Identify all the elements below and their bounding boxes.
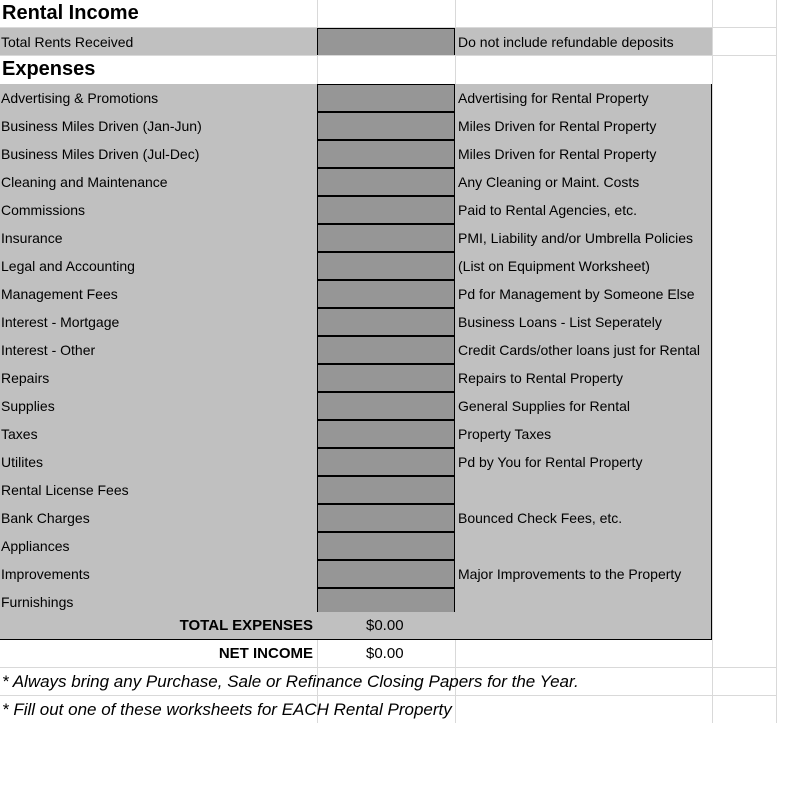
expense-label-cell[interactable] bbox=[0, 280, 317, 308]
row-label: Total Rents Received bbox=[1, 34, 134, 50]
total-expenses-note-cell[interactable] bbox=[455, 612, 712, 640]
note-cell[interactable] bbox=[455, 308, 712, 336]
row-note: Repairs to Rental Property bbox=[458, 370, 623, 386]
row-note: Major Improvements to the Property bbox=[458, 566, 682, 582]
expenses-heading-cell[interactable] bbox=[0, 56, 317, 84]
row-note: General Supplies for Rental bbox=[458, 398, 630, 414]
expense-row bbox=[0, 392, 777, 420]
note-cell[interactable] bbox=[455, 28, 712, 56]
note-cell[interactable] bbox=[455, 504, 712, 532]
note-cell[interactable] bbox=[455, 168, 712, 196]
income-heading-row bbox=[0, 0, 777, 28]
expense-label-cell[interactable] bbox=[0, 308, 317, 336]
expense-row bbox=[0, 224, 777, 252]
net-income-label: NET INCOME bbox=[218, 645, 313, 662]
total-expenses-label-cell[interactable] bbox=[0, 612, 317, 640]
expense-row bbox=[0, 84, 777, 112]
amount-input[interactable] bbox=[317, 224, 455, 252]
expense-label-cell[interactable] bbox=[0, 448, 317, 476]
row-note: Bounced Check Fees, etc. bbox=[458, 510, 623, 526]
income-row bbox=[0, 28, 777, 56]
total-expenses-value-cell[interactable] bbox=[317, 612, 455, 640]
row-note: Pd for Management by Someone Else bbox=[458, 286, 695, 302]
footnote-closing-papers: * Always bring any Purchase, Sale or Refinance Closing Papers for the Year. bbox=[2, 672, 579, 691]
expense-row bbox=[0, 364, 777, 392]
amount-input[interactable] bbox=[317, 84, 455, 112]
expense-label-cell[interactable] bbox=[0, 504, 317, 532]
amount-input[interactable] bbox=[317, 168, 455, 196]
amount-input[interactable] bbox=[317, 504, 455, 532]
total-expenses-value: $0.00 bbox=[366, 617, 404, 634]
amount-input[interactable] bbox=[317, 28, 455, 56]
row-note: Any Cleaning or Maint. Costs bbox=[458, 174, 640, 190]
row-label: Commissions bbox=[1, 202, 86, 218]
expense-label-cell[interactable] bbox=[0, 196, 317, 224]
expense-label-cell[interactable] bbox=[0, 560, 317, 588]
expense-row bbox=[0, 532, 777, 560]
row-note: Paid to Rental Agencies, etc. bbox=[458, 202, 637, 218]
expense-row bbox=[0, 420, 777, 448]
amount-input[interactable] bbox=[317, 252, 455, 280]
note-cell[interactable] bbox=[455, 476, 712, 504]
amount-input[interactable] bbox=[317, 532, 455, 560]
row-label: Business Miles Driven (Jan-Jun) bbox=[1, 118, 202, 134]
note-cell[interactable] bbox=[455, 84, 712, 112]
row-label: Improvements bbox=[1, 566, 90, 582]
expense-label-cell[interactable] bbox=[0, 112, 317, 140]
expense-row bbox=[0, 140, 777, 168]
expense-row bbox=[0, 252, 777, 280]
expense-row bbox=[0, 504, 777, 532]
row-note: Credit Cards/other loans just for Rental bbox=[458, 342, 700, 358]
note-cell[interactable] bbox=[455, 560, 712, 588]
expense-label-cell[interactable] bbox=[0, 252, 317, 280]
row-label: Utilites bbox=[1, 454, 44, 470]
expense-row bbox=[0, 308, 777, 336]
note-cell[interactable] bbox=[455, 280, 712, 308]
expense-label-cell[interactable] bbox=[0, 224, 317, 252]
expense-label-cell[interactable] bbox=[0, 392, 317, 420]
row-label: Legal and Accounting bbox=[1, 258, 135, 274]
net-income-value-cell[interactable] bbox=[317, 640, 455, 668]
expense-row bbox=[0, 336, 777, 364]
row-label: Management Fees bbox=[1, 286, 118, 302]
note-cell[interactable] bbox=[455, 392, 712, 420]
total-expenses-label: TOTAL EXPENSES bbox=[179, 617, 313, 634]
expense-row bbox=[0, 112, 777, 140]
note-cell[interactable] bbox=[455, 140, 712, 168]
row-label: Taxes bbox=[1, 426, 38, 442]
expense-row bbox=[0, 280, 777, 308]
amount-input[interactable] bbox=[317, 560, 455, 588]
row-label: Advertising & Promotions bbox=[1, 90, 159, 106]
footnote-each-property: * Fill out one of these worksheets for EACH Rental Property bbox=[2, 700, 452, 719]
expense-label-cell[interactable] bbox=[0, 364, 317, 392]
row-note: (List on Equipment Worksheet) bbox=[458, 258, 650, 274]
amount-input[interactable] bbox=[317, 364, 455, 392]
amount-input[interactable] bbox=[317, 392, 455, 420]
row-label: Bank Charges bbox=[1, 510, 90, 526]
amount-input[interactable] bbox=[317, 140, 455, 168]
row-label: Business Miles Driven (Jul-Dec) bbox=[1, 146, 200, 162]
note-cell[interactable] bbox=[455, 420, 712, 448]
note-cell[interactable] bbox=[455, 112, 712, 140]
row-label: Supplies bbox=[1, 398, 55, 414]
note-cell[interactable] bbox=[455, 224, 712, 252]
expense-label-cell[interactable] bbox=[0, 140, 317, 168]
amount-input[interactable] bbox=[317, 420, 455, 448]
expense-label-cell[interactable] bbox=[0, 168, 317, 196]
note-cell[interactable] bbox=[455, 336, 712, 364]
note-cell[interactable] bbox=[455, 448, 712, 476]
expense-label-cell[interactable] bbox=[0, 532, 317, 560]
expense-row bbox=[0, 196, 777, 224]
amount-input[interactable] bbox=[317, 308, 455, 336]
amount-input[interactable] bbox=[317, 476, 455, 504]
footnote-row bbox=[0, 668, 777, 696]
net-income-value: $0.00 bbox=[366, 645, 404, 662]
expense-label-cell[interactable] bbox=[0, 476, 317, 504]
row-note: PMI, Liability and/or Umbrella Policies bbox=[458, 230, 693, 246]
note-cell[interactable] bbox=[455, 532, 712, 560]
income-heading-cell[interactable] bbox=[0, 0, 317, 28]
row-note: Miles Driven for Rental Property bbox=[458, 146, 657, 162]
row-note: Do not include refundable deposits bbox=[458, 34, 674, 50]
expenses-heading: Expenses bbox=[2, 58, 96, 80]
row-note: Business Loans - List Seperately bbox=[458, 314, 662, 330]
amount-input[interactable] bbox=[317, 280, 455, 308]
row-note: Advertising for Rental Property bbox=[458, 90, 649, 106]
expenses-heading-row bbox=[0, 56, 777, 84]
expense-row bbox=[0, 168, 777, 196]
row-label: Interest - Mortgage bbox=[1, 314, 120, 330]
footnote-row bbox=[0, 696, 777, 724]
expense-label-cell[interactable] bbox=[0, 336, 317, 364]
expense-row bbox=[0, 448, 777, 476]
row-label: Rental License Fees bbox=[1, 482, 129, 498]
income-heading: Rental Income bbox=[2, 2, 139, 24]
row-label: Furnishings bbox=[1, 594, 74, 610]
amount-input[interactable] bbox=[317, 196, 455, 224]
amount-input[interactable] bbox=[317, 448, 455, 476]
total-expenses-row bbox=[0, 612, 777, 640]
row-note: Pd by You for Rental Property bbox=[458, 454, 643, 470]
row-label: Interest - Other bbox=[1, 342, 96, 358]
row-label: Appliances bbox=[1, 538, 70, 554]
amount-input[interactable] bbox=[317, 112, 455, 140]
note-cell[interactable] bbox=[455, 364, 712, 392]
note-cell[interactable] bbox=[455, 252, 712, 280]
income-label-cell[interactable] bbox=[0, 28, 317, 56]
expense-row bbox=[0, 476, 777, 504]
row-label: Insurance bbox=[1, 230, 63, 246]
row-note: Miles Driven for Rental Property bbox=[458, 118, 657, 134]
note-cell[interactable] bbox=[455, 196, 712, 224]
table-right-border bbox=[711, 84, 712, 640]
row-label: Cleaning and Maintenance bbox=[1, 174, 168, 190]
expense-label-cell[interactable] bbox=[0, 84, 317, 112]
row-note: Property Taxes bbox=[458, 426, 552, 442]
expense-label-cell[interactable] bbox=[0, 420, 317, 448]
expense-row bbox=[0, 560, 777, 588]
row-label: Repairs bbox=[1, 370, 50, 386]
amount-input[interactable] bbox=[317, 336, 455, 364]
net-income-row bbox=[0, 640, 777, 668]
net-income-label-cell[interactable] bbox=[0, 640, 317, 668]
